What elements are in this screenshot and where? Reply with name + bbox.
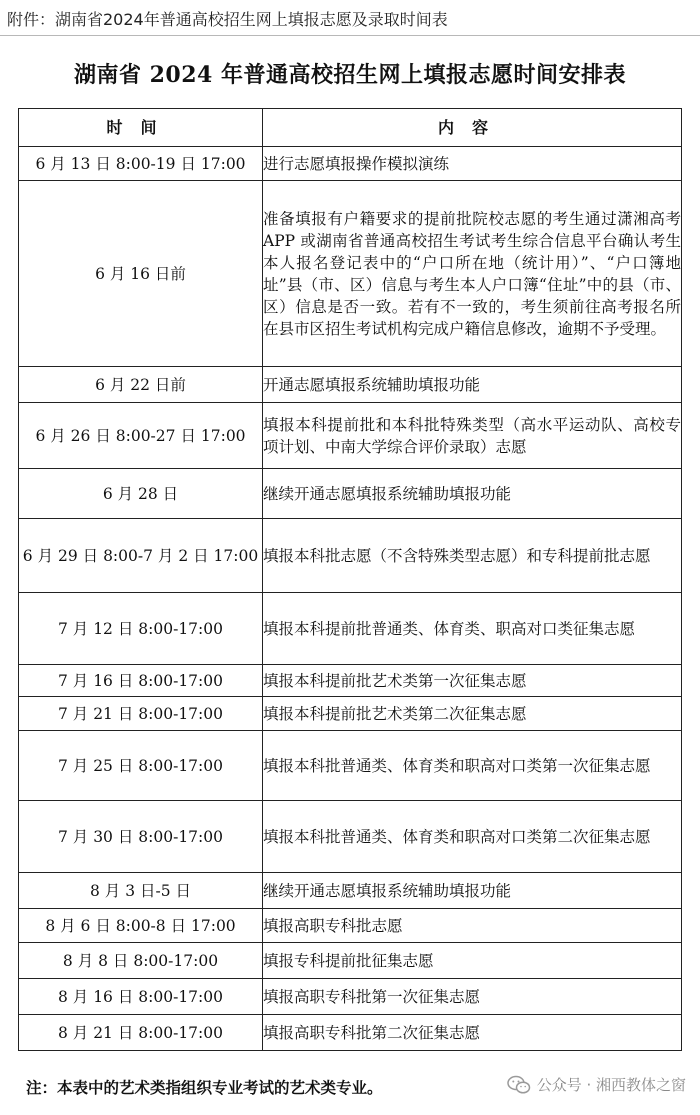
table-row: [19, 873, 682, 909]
row-time: 7 月 25 日 8:00-17:00: [19, 731, 263, 801]
table-row: [19, 943, 682, 979]
footnote: 注：本表中的艺术类指组织专业考试的艺术类专业。: [26, 1079, 383, 1097]
row-content: 填报本科批志愿（不含特殊类型志愿）和专科提前批志愿: [263, 519, 682, 593]
watermark: [507, 1074, 686, 1095]
schedule-body: [19, 147, 682, 1051]
row-content: 填报本科批普通类、体育类和职高对口类第一次征集志愿: [263, 731, 682, 801]
table-row: [19, 367, 682, 403]
table-row: [19, 801, 682, 873]
row-time: 6 月 26 日 8:00-27 日 17:00: [19, 403, 263, 469]
table-row: [19, 469, 682, 519]
table-row: [19, 181, 682, 367]
table-row: [19, 519, 682, 593]
row-content: 继续开通志愿填报系统辅助填报功能: [263, 873, 682, 909]
row-content: 继续开通志愿填报系统辅助填报功能: [263, 469, 682, 519]
row-content: 准备填报有户籍要求的提前批院校志愿的考生通过潇湘高考 APP 或湖南省普通高校招生考试考生综合信息平台确认考生本人报名登记表中的“户口所在地（统计用）”、“户口簿地址”县（市、区）信息与考生本人户口簿“住址”中的县（市、区）信息是否一致。若有不一致的，考生须前往高考报名所在县市区招生考试机构完成户籍信息修改，逾期不予受理。: [263, 181, 682, 367]
row-content: 填报高职专科批志愿: [263, 909, 682, 943]
row-content: 填报高职专科批第二次征集志愿: [263, 1015, 682, 1051]
table-row: [19, 731, 682, 801]
table-row: [19, 1015, 682, 1051]
row-time: 8 月 6 日 8:00-8 日 17:00: [19, 909, 263, 943]
row-time: 8 月 16 日 8:00-17:00: [19, 979, 263, 1015]
watermark-text: 公众号 · 湘西教体之窗: [536, 1076, 686, 1094]
row-content: 填报专科提前批征集志愿: [263, 943, 682, 979]
row-time: 8 月 3 日-5 日: [19, 873, 263, 909]
row-time: 7 月 12 日 8:00-17:00: [19, 593, 263, 665]
row-time: 6 月 13 日 8:00-19 日 17:00: [19, 147, 263, 181]
table-row: [19, 593, 682, 665]
header-content: 内容: [263, 109, 682, 147]
table-header-row: [19, 109, 682, 147]
table-row: [19, 147, 682, 181]
attachment-header-text: 附件：湖南省2024年普通高校招生网上填报志愿及录取时间表: [7, 10, 448, 29]
row-content: 填报本科提前批艺术类第一次征集志愿: [263, 665, 682, 697]
row-content: 进行志愿填报操作模拟演练: [263, 147, 682, 181]
row-time: 8 月 21 日 8:00-17:00: [19, 1015, 263, 1051]
header-time: 时间: [19, 109, 263, 147]
row-content: 填报本科提前批和本科批特殊类型（高水平运动队、高校专项计划、中南大学综合评价录取）志愿: [263, 403, 682, 469]
row-time: 8 月 8 日 8:00-17:00: [19, 943, 263, 979]
table-row: [19, 403, 682, 469]
row-time: 7 月 16 日 8:00-17:00: [19, 665, 263, 697]
row-content: 开通志愿填报系统辅助填报功能: [263, 367, 682, 403]
row-content: 填报高职专科批第一次征集志愿: [263, 979, 682, 1015]
row-time: 7 月 21 日 8:00-17:00: [19, 697, 263, 731]
row-content: 填报本科批普通类、体育类和职高对口类第二次征集志愿: [263, 801, 682, 873]
wechat-icon: [507, 1075, 531, 1095]
row-time: 6 月 28 日: [19, 469, 263, 519]
row-content: 填报本科提前批普通类、体育类、职高对口类征集志愿: [263, 593, 682, 665]
table-row: [19, 665, 682, 697]
schedule-table: [18, 108, 682, 1051]
table-row: [19, 909, 682, 943]
row-time: 6 月 29 日 8:00-7 月 2 日 17:00: [19, 519, 263, 593]
row-time: 6 月 16 日前: [19, 181, 263, 367]
table-row: [19, 979, 682, 1015]
document-title: 湖南省 2024 年普通高校招生网上填报志愿时间安排表: [73, 62, 627, 88]
table-row: [19, 697, 682, 731]
attachment-header: [0, 0, 700, 36]
row-content: 填报本科提前批艺术类第二次征集志愿: [263, 697, 682, 731]
row-time: 7 月 30 日 8:00-17:00: [19, 801, 263, 873]
row-time: 6 月 22 日前: [19, 367, 263, 403]
